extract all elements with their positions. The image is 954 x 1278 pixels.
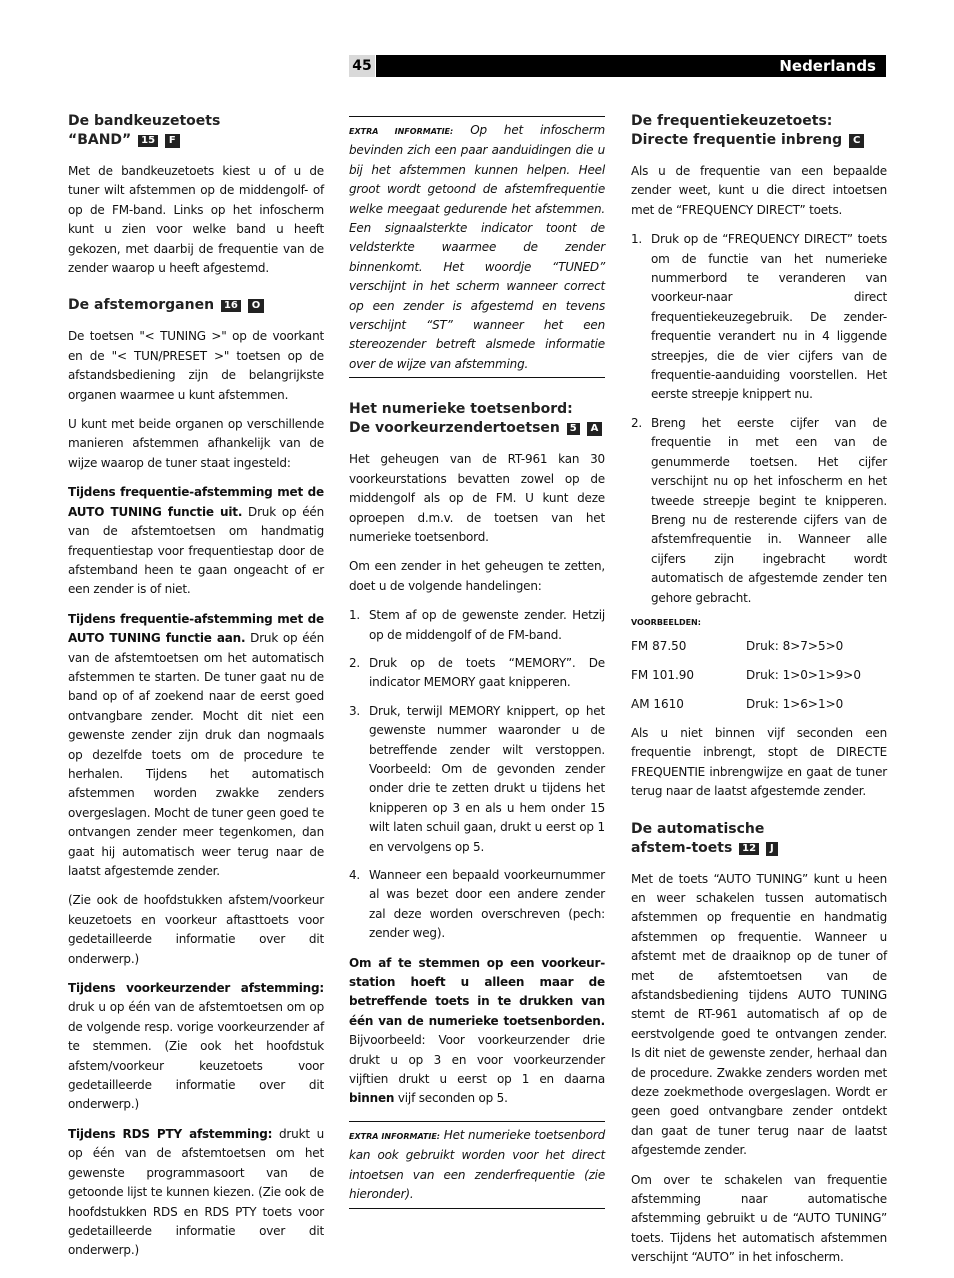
- column-2: [349, 116, 605, 1209]
- heading-band-toets: De bandkeuzetoets “BAND” 15 F: [68, 113, 221, 148]
- paragraph: Als u de frequentie van een bepaalde zender weet, kunt u die direct intoetsen met de “FREQUENCY DIRECT” toets.: [631, 164, 887, 217]
- paragraph: Tijdens frequentie-afstemming met de AUTO TUNING functie aan. Druk op één van de afstemtoetsen om het automatisch afstemmen te starten. De tuner gaat nu de band op of af zoekend naar de eerst goed ontvangbare zender. Mocht dit niet een gewenste zender zijn druk dan nogmaals op dezelfde toets om de procedure te herhalen. Tijdens het automatisch afstemmen worden zwakke zenders overgeslagen. Mocht de tuner geen goed te ontvangen zender meer tegenkomen, dan gaat hij automatisch weer terug naar de laatst afgestemde zender.: [68, 611, 324, 878]
- paragraph: Om een zender in het geheugen te zetten, doet u de volgende handelingen:: [349, 559, 605, 593]
- language-header: [376, 55, 886, 77]
- badge-16: 16: [221, 300, 241, 312]
- page-number: 45: [349, 55, 375, 77]
- paragraph: Het geheugen van de RT-961 kan 30 voorkeurstations bevatten zowel op de middengolf als op de FM. U kunt deze oproepen d.m.v. de toetsen van het numerieke toetsenbord.: [349, 452, 605, 544]
- paragraph: (Zie ook de hoofdstukken afstem/voorkeur keuzetoets en voorkeur aftasttoets voor gedetailleerde informatie over dit onderwerp.): [68, 893, 324, 966]
- example-row: FM 87.50 Druk: 8>7>5>0: [631, 638, 844, 653]
- list-item: 2. Breng het eerste cijfer van de frequentie in met een van de genummerde toetsen. Het cijfer verschijnt nu op het infoscherm en het tweede streepje begint te knipperen. Breng nu de resterende cijfers van de afstemfrequentie in. Wanneer alle cijfers zijn ingebracht wordt automatisch de afgestemde zender ten gehore gebracht.: [631, 415, 887, 605]
- paragraph: Als u niet binnen vijf seconden een frequentie inbrengt, stopt de DIRECTE FREQUENTIE inbrengwijze en gaat de tuner terug naar de laatst afgestemde zender.: [631, 725, 887, 799]
- heading-afstemorganen: De afstemorganen 16 O: [68, 296, 324, 315]
- paragraph: Met de toets “AUTO TUNING” kunt u heen en weer schakelen tussen automatisch afstemmen op frequentie en handmatig afstemmen op frequentie. Wanneer u afstemt met de draaiknop op de tuner of met de afstemtoetsen van de afstandsbediening tijdens AUTO TUNING stemt de RT-961 automatisch af op de eerstvolgende goed te ontvangen zender. Is dit niet de gewenste zender, herhaal dan de procedure. Zwakke zenders worden met deze zoekmethode overgeslagen. Wordt er geen goed ontvangbare zender ontdekt dan gaat de tuner terug naar de laatst afgestemde zender.: [631, 871, 887, 1158]
- heading-frequentiekeuzetoets: De frequentiekeuzetoets: Directe frequentie inbreng C: [631, 112, 887, 150]
- paragraph: Met de bandkeuzetoets kiest u of u de tuner wilt afstemmen op de middengolf- of op de FM-band. Links op het infoscherm kunt u zien voor welke band u heeft gekozen, met daarbij de frequentie van de zender waarop u heeft afgestemd.: [68, 164, 324, 276]
- info-note: EXTRA INFORMATIE: Het numerieke toetsenbord kan ook gebruikt worden voor het direct intoetsen van een zenderfrequentie (zie hieronder).: [349, 1121, 605, 1209]
- paragraph: Tijdens RDS PTY afstemming: drukt u op één van de afstemtoetsen om het gewenste programmasoort van de getoonde lijst te kunnen kiezen. (Zie ook de hoofdstukken RDS en RDS PTY toets voor gedetailleerde informatie over dit onderwerp.): [68, 1126, 324, 1258]
- paragraph: U kunt met beide organen op verschillende manieren afstemmen afhankelijk van de wijze waarop de tuner staat ingesteld:: [68, 417, 324, 470]
- paragraph: De toetsen "< TUNING >" op de voorkant en de "< TUN/PRESET >" toetsen op de afstandsbediening zijn de belangrijkste organen waarmee u kunt afstemmen.: [68, 329, 324, 402]
- step-list: [631, 230, 887, 608]
- list-item: 1. Stem af op de gewenste zender. Hetzij op de middengolf of de FM-band.: [349, 608, 605, 642]
- paragraph: Tijdens voorkeurzender afstemming: druk u op één van de afstemtoetsen om op de volgende resp. vorige voorkeurzender af te stemmen. (Zie ook het hoofdstuk afstem/voorkeur keuzetoets voor gedetailleerde informatie over dit onderwerp.): [68, 981, 324, 1112]
- list-item: 1. Druk op de “FREQUENCY DIRECT” toets om de functie van het numerieke nummerbord te veranderen van voorkeur-naar direct frequentiekeuzegebruik. De zender-frequentie verandert nu in 4 liggende streepjes, die de vier cijfers van de frequentie-aanduiding voorstellen. Het eerste streepje knippert nu.: [631, 232, 887, 402]
- paragraph: Om over te schakelen van frequentie afstemming naar automatische afstemming gebruikt u de “AUTO TUNING” toets. Tijdens het automatisch afstemmen verschijnt “AUTO” in het infoscherm.: [631, 1172, 887, 1265]
- step-list: [349, 606, 605, 944]
- list-item: 4. Wanneer een bepaald voorkeurnummer al was bezet door een andere zender zal deze worden overschreven (pech: zender weg).: [349, 868, 605, 941]
- examples-label: VOORBEELDEN:: [631, 617, 701, 627]
- badge-C: C: [849, 134, 864, 148]
- example-row: FM 101.90 Druk: 1>0>1>9>0: [631, 667, 861, 682]
- info-note: EXTRA INFORMATIE: Op het infoscherm bevinden zich een paar aanduidingen die u bij het afstemmen kunnen helpen. Heel groot wordt getoond de afstemfrequentie welke meegaat gedurende het afstemmen. Een signaalsterkte indicator toont de veldsterkte waarmee de zender binnenkomt. Het woordje “TUNED” verschijnt in het scherm wanneer correct op een zender is afgestemd en tevens verschijnt “ST” wanneer het een stereozender betreft alsmede informatie over de wijze van afstemming.: [349, 116, 605, 378]
- note-label: EXTRA INFORMATIE:: [349, 127, 454, 136]
- badge-5: 5: [567, 423, 580, 435]
- badge-12: 12: [739, 843, 759, 855]
- badge-F: F: [165, 134, 180, 148]
- paragraph: Om af te stemmen op een voorkeur-station hoeft u alleen maar de betreffende toets in te drukken van één van de numerieke toetsenborden. Bijvoorbeeld: Voor voorkeurzender drie drukt u op 3 en voor voorkeurzender vijftien drukt u eerst op 1 en daarna binnen vijf seconden op 5.: [349, 955, 605, 1106]
- example-row: AM 1610 Druk: 1>6>1>0: [631, 696, 844, 711]
- badge-A: A: [587, 422, 603, 436]
- heading-numerieke-toetsenbord: Het numerieke toetsenbord: De voorkeurzendertoetsen 5 A: [349, 400, 605, 438]
- badge-O: O: [248, 299, 265, 313]
- heading-automatische-afstemtoets: De automatische afstem-toets 12 J: [631, 820, 887, 858]
- column-1: [68, 112, 324, 1271]
- list-item: 3. Druk, terwijl MEMORY knippert, op het gewenste nummer waaronder u de betreffende zender wilt verstoppen. Voorbeeld: Om de gevonden zender onder drie te zetten drukt u tijdens het knipperen op 3 en als u hem onder 15 wilt laten schuil gaan, drukt u eerst op 1 en vervolgens op 5.: [349, 703, 605, 854]
- badge-15: 15: [138, 135, 158, 147]
- column-3: [631, 112, 887, 1278]
- language-label: Nederlands: [779, 57, 876, 75]
- list-item: 2. Druk op de toets “MEMORY”. De indicator MEMORY gaat knipperen.: [349, 655, 605, 690]
- paragraph: Tijdens frequentie-afstemming met de AUTO TUNING functie uit. Druk op één van de afstemtoetsen om handmatig frequentiestap voor frequentiestap door de afstemband heen te gaan ongeacht of er een zender is of niet.: [68, 485, 324, 597]
- note-label: EXTRA INFORMATIE:: [349, 1131, 440, 1141]
- badge-J: J: [766, 842, 778, 856]
